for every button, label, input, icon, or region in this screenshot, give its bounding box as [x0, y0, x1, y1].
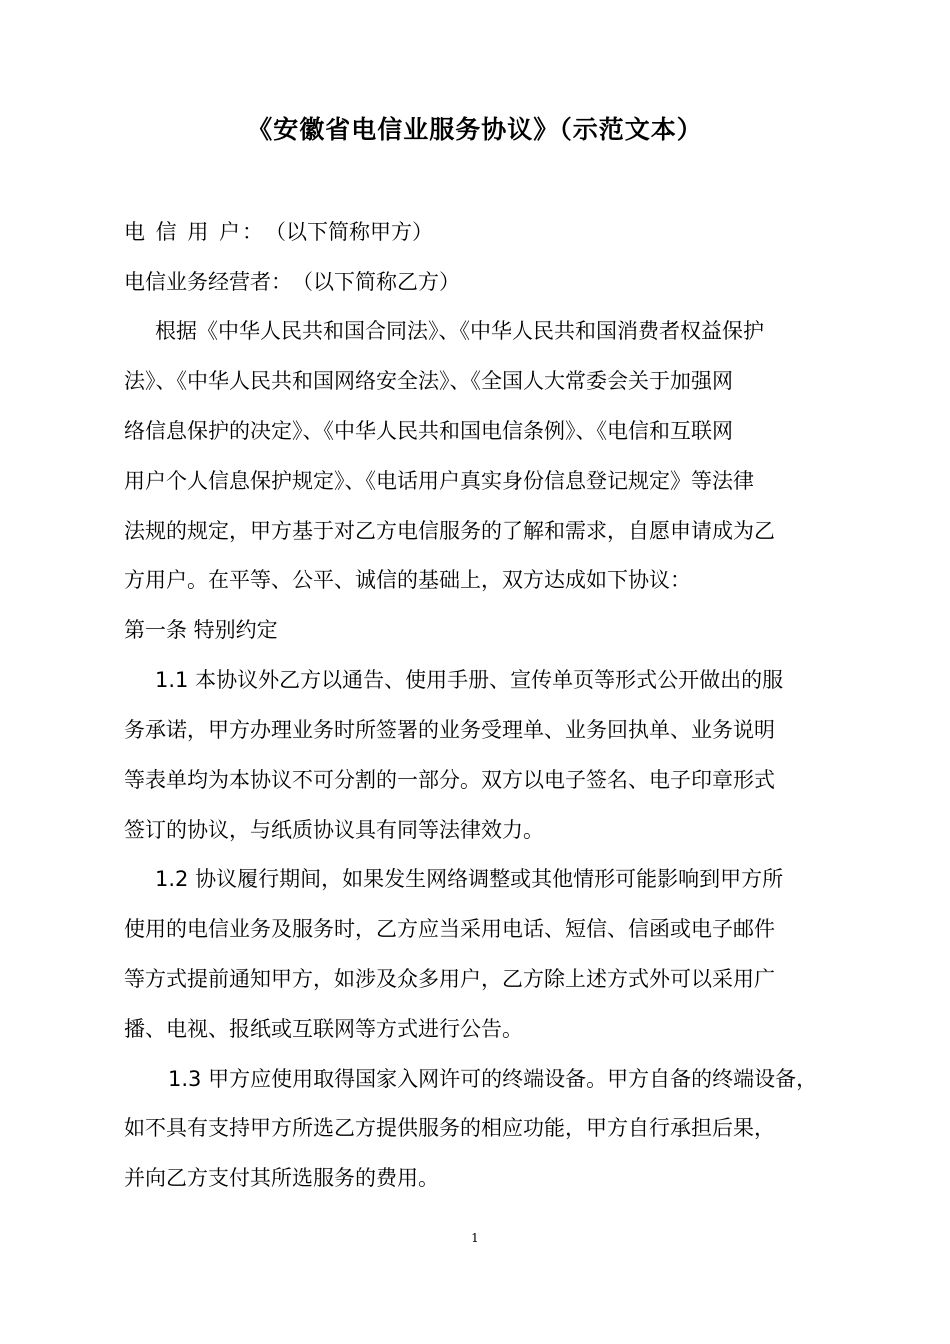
- clause-1-3-line: 并向乙方支付其所选服务的费用。: [124, 1166, 439, 1190]
- clause-1-3-line: 如不具有支持甲方所选乙方提供服务的相应功能，甲方自行承担后果，: [124, 1116, 775, 1140]
- clause-1-3-line: 1.3 甲方应使用取得国家入网许可的终端设备。甲方自备的终端设备，: [168, 1067, 818, 1091]
- preamble-line: 根据《中华人民共和国合同法》、《中华人民共和国消费者权益保护: [155, 319, 764, 343]
- clause-1-1-line: 1.1 本协议外乙方以通告、使用手册、宣传单页等形式公开做出的服: [155, 668, 784, 692]
- preamble-line: 法》、《中华人民共和国网络安全法》、《全国人大常委会关于加强网: [124, 369, 733, 393]
- clause-1-2-line: 播、电视、报纸或互联网等方式进行公告。: [124, 1017, 523, 1041]
- preamble-line: 方用户。在平等、公平、诚信的基础上，双方达成如下协议：: [124, 568, 691, 592]
- party-operator-label: 电信业务经营者：: [124, 270, 292, 294]
- clause-1-2-line: 使用的电信业务及服务时，乙方应当采用电话、短信、信函或电子邮件: [124, 917, 775, 941]
- article-heading: 第一条 特别约定: [124, 618, 278, 642]
- party-operator-line: [124, 267, 460, 297]
- page-number: 1: [471, 1231, 479, 1245]
- preamble-line: 络信息保护的决定》、《中华人民共和国电信条例》、《电信和互联网: [124, 419, 733, 443]
- clause-1-1-line: 务承诺，甲方办理业务时所签署的业务受理单、业务回执单、业务说明: [124, 718, 775, 742]
- preamble-line: 用户个人信息保护规定》、《电话用户真实身份信息登记规定》等法律: [124, 469, 754, 493]
- clause-1-2-line: 1.2 协议履行期间，如果发生网络调整或其他情形可能影响到甲方所: [155, 867, 784, 891]
- document-title: 《安徽省电信业服务协议》（示范文本）: [247, 115, 703, 144]
- party-user-label: 电 信 用 户：: [124, 220, 266, 244]
- preamble-line: 法规的规定，甲方基于对乙方电信服务的了解和需求，自愿申请成为乙: [124, 519, 775, 543]
- clause-1-2-line: 等方式提前通知甲方，如涉及众多用户，乙方除上述方式外可以采用广: [124, 967, 775, 991]
- party-user-line: [124, 217, 433, 247]
- clause-1-1-line: 等表单均为本协议不可分割的一部分。双方以电子签名、电子印章形式: [124, 768, 775, 792]
- clause-1-1-line: 签订的协议，与纸质协议具有同等法律效力。: [124, 818, 544, 842]
- party-user-note: （以下简称甲方）: [265, 220, 434, 244]
- party-operator-note: （以下简称乙方）: [292, 270, 460, 294]
